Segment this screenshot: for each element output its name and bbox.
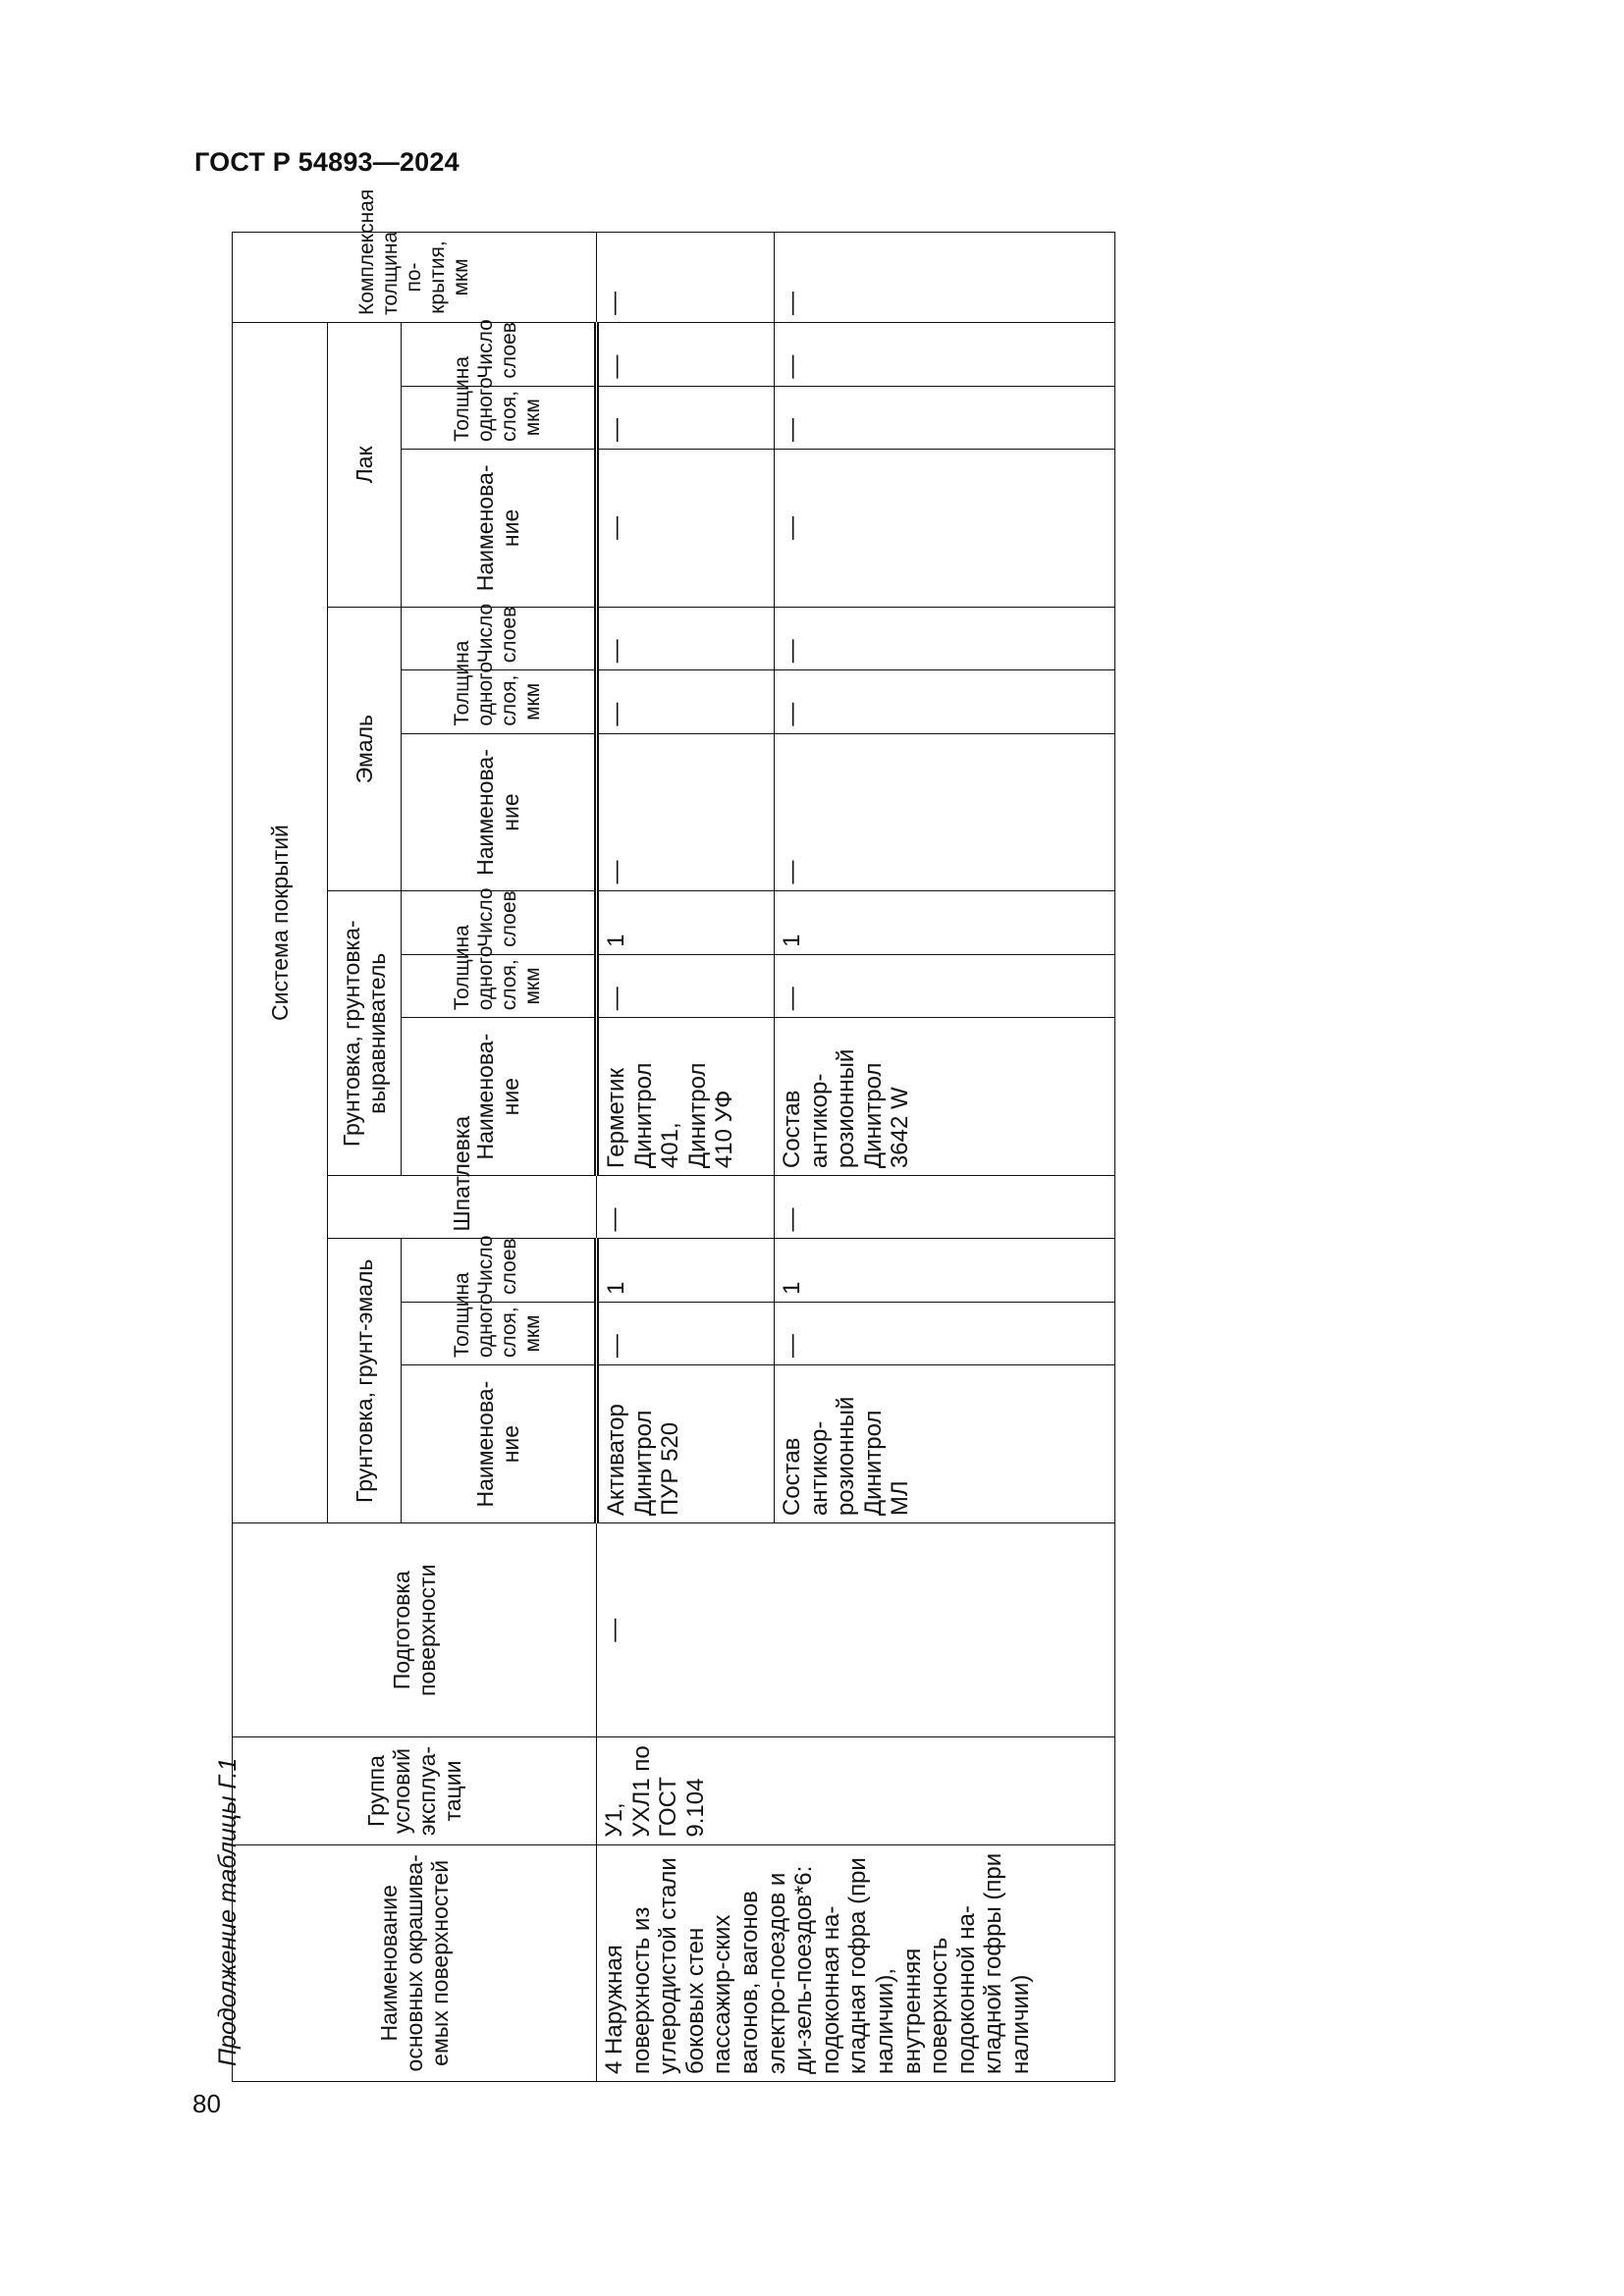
header-varnish-thickness: Толщина одного слоя, мкм [402,386,597,449]
header-enamel-name: Наименова-ние [402,733,597,891]
header-putty: Шпатлевка [328,1176,597,1239]
cell-varnish-name: — [597,449,775,607]
cell-varnish-thickness: — [775,386,1115,449]
header-varnish-layers: Число слоев [402,323,597,387]
page-number: 80 [192,2089,221,2118]
cell-leveler-name: Состав антикор-розионный Динитрол 3642 W [775,1018,1115,1176]
header-enamel-layers: Число слоев [402,607,597,669]
cell-primer-name: Активатор Динитрол ПУР 520 [597,1365,775,1523]
cell-conditions: У1, УХЛ1 по ГОСТ 9.104 [597,1737,1115,1844]
cell-primer-layers: 1 [597,1239,775,1302]
cell-primer-name: Состав антикор-розионный Динитрол МЛ [775,1365,1115,1523]
cell-preparation: — [597,1523,1115,1737]
table-row [597,233,775,2082]
header-varnish: Лак [328,323,402,608]
table-caption: Продолжение таблицы Г.1 [214,1757,242,2066]
cell-surfaces: 4 Наружная поверхность из углеродистой стали боковых стен пассажир-ских вагонов, вагонов электро-поездов и ди-зель-поездов*6: подоконная на-кладная гофра (при наличии), внутренняя поверхность подоконной на-кладной гофры (при наличии) [597,1844,1115,2081]
cell-leveler-name: Герметик Динитрол 401, Динитрол 410 УФ [597,1018,775,1176]
cell-primer-thickness: — [775,1302,1115,1364]
cell-varnish-name: — [775,449,1115,607]
cell-enamel-thickness: — [597,670,775,733]
header-surfaces: Наименование основных окрашива-емых поверхностей [233,1844,597,2081]
header-primer-name: Наименова-ние [402,1365,597,1523]
cell-varnish-layers: — [597,323,775,387]
cell-enamel-thickness: — [775,670,1115,733]
header-primer-thickness: Толщина одного слоя, мкм [402,1302,597,1364]
cell-putty: — [775,1176,1115,1239]
header-preparation: Подготовка поверхности [233,1523,597,1737]
coating-systems-table [232,188,1115,2082]
cell-leveler-layers: 1 [775,891,1115,954]
cell-leveler-thickness: — [775,954,1115,1017]
document-code: ГОСТ Р 54893—2024 [194,147,460,177]
header-leveler: Грунтовка, грунтовка-выравниватель [328,891,402,1176]
cell-putty: — [597,1176,775,1239]
header-leveler-thickness: Толщина одного слоя, мкм [402,954,597,1017]
cell-enamel-name: — [597,733,775,891]
cell-enamel-name: — [775,733,1115,891]
cell-enamel-layers: — [597,607,775,669]
cell-leveler-thickness: — [597,954,775,1017]
rotated-table-container [232,188,1086,2082]
cell-total-thickness: — [775,233,1115,323]
header-coating-system: Система покрытий [233,323,328,1523]
header-varnish-name: Наименова-ние [402,449,597,607]
cell-leveler-layers: 1 [597,891,775,954]
header-primer-layers: Число слоев [402,1239,597,1302]
cell-varnish-layers: — [775,323,1115,387]
header-leveler-name: Наименова-ние [402,1018,597,1176]
header-primer: Грунтовка, грунт-эмаль [328,1239,402,1523]
header-conditions: Группа условий эксплуа-тации [233,1737,597,1844]
cell-primer-thickness: — [597,1302,775,1364]
header-leveler-layers: Число слоев [402,891,597,954]
header-total-thickness: Комплексная толщина по-крытия, мкм [233,233,597,323]
header-enamel: Эмаль [328,607,402,891]
cell-total-thickness: — [597,233,775,323]
cell-varnish-thickness: — [597,386,775,449]
cell-primer-layers: 1 [775,1239,1115,1302]
header-enamel-thickness: Толщина одного слоя, мкм [402,670,597,733]
cell-enamel-layers: — [775,607,1115,669]
